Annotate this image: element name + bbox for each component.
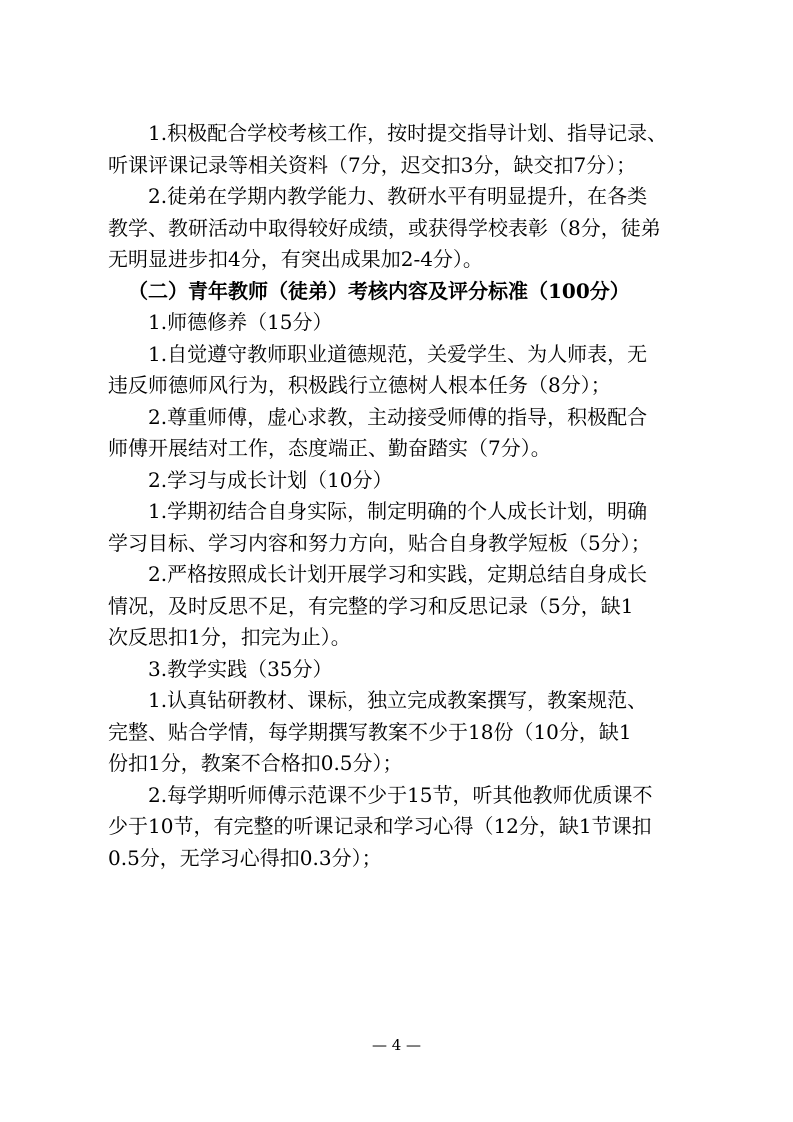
document-body — [108, 118, 686, 874]
text-line: 完整、贴合学情，每学期撰写教案不少于18份（10分，缺1 — [108, 719, 632, 744]
paragraph — [108, 496, 686, 559]
paragraph — [108, 118, 686, 181]
text-line: 2.尊重师傅，虚心求教，主动接受师傅的指导，积极配合 — [148, 404, 648, 429]
text-line: 1.自觉遵守教师职业道德规范，关爱学生、为人师表，无 — [148, 341, 648, 366]
paragraph — [108, 685, 686, 780]
paragraph — [108, 402, 686, 465]
text-line: 师傅开展结对工作，态度端正、勤奋踏实（7分）。 — [108, 436, 551, 460]
text-line: 0.5分，无学习心得扣0.3分）； — [108, 845, 382, 870]
text-line: 2.徒弟在学期内教学能力、教研水平有明显提升，在各类 — [148, 184, 648, 208]
text-line: 教学、教研活动中取得较好成绩，或获得学校表彰（8分，徒弟 — [108, 215, 661, 240]
text-line: 份扣1分，教案不合格扣0.5分）； — [108, 751, 403, 775]
text-line: 1.认真钻研教材、课标，独立完成教案撰写，教案规范、 — [148, 688, 648, 712]
text-line: 情况，及时反思不足，有完整的学习和反思记录（5分，缺1 — [108, 593, 634, 618]
paragraph — [108, 339, 686, 402]
text-line: 违反师德师风行为，积极践行立德树人根本任务（8分）； — [108, 373, 611, 397]
text-line: 2.每学期听师傅示范课不少于15节，听其他教师优质课不 — [148, 782, 653, 807]
page-number: — 4 — — [371, 1036, 422, 1054]
text-line: 听课评课记录等相关资料（7分，迟交扣3分，缺交扣7分）； — [108, 152, 637, 177]
text-line: 1.学期初结合自身实际，制定明确的个人成长计划，明确 — [148, 499, 648, 523]
text-line: 次反思扣1分，扣完为止）。 — [108, 625, 351, 649]
paragraph — [108, 559, 686, 654]
text-line: 2.学习与成长计划（10分） — [148, 467, 393, 492]
text-line: 学习目标、学习内容和努力方向，贴合自身教学短板（5分）； — [108, 530, 651, 555]
paragraph — [108, 181, 686, 276]
text-line: （二）青年教师（徒弟）考核内容及评分标准（100分） — [128, 278, 630, 303]
text-line: 1.积极配合学校考核工作，按时提交指导计划、指导记录、 — [148, 121, 668, 145]
text-line: 少于10节，有完整的听课记录和学习心得（12分，缺1节课扣 — [108, 814, 652, 838]
text-line: 无明显进步扣4分，有突出成果加2-4分）。 — [108, 247, 483, 271]
text-line: 2.严格按照成长计划开展学习和实践，定期总结自身成长 — [148, 562, 648, 586]
paragraph — [108, 465, 686, 497]
paragraph — [108, 780, 686, 875]
section-heading — [108, 276, 686, 308]
paragraph — [108, 307, 686, 339]
text-line: 3.教学实践（35分） — [148, 656, 333, 681]
paragraph — [108, 654, 686, 686]
text-line: 1.师德修养（15分） — [148, 310, 333, 334]
